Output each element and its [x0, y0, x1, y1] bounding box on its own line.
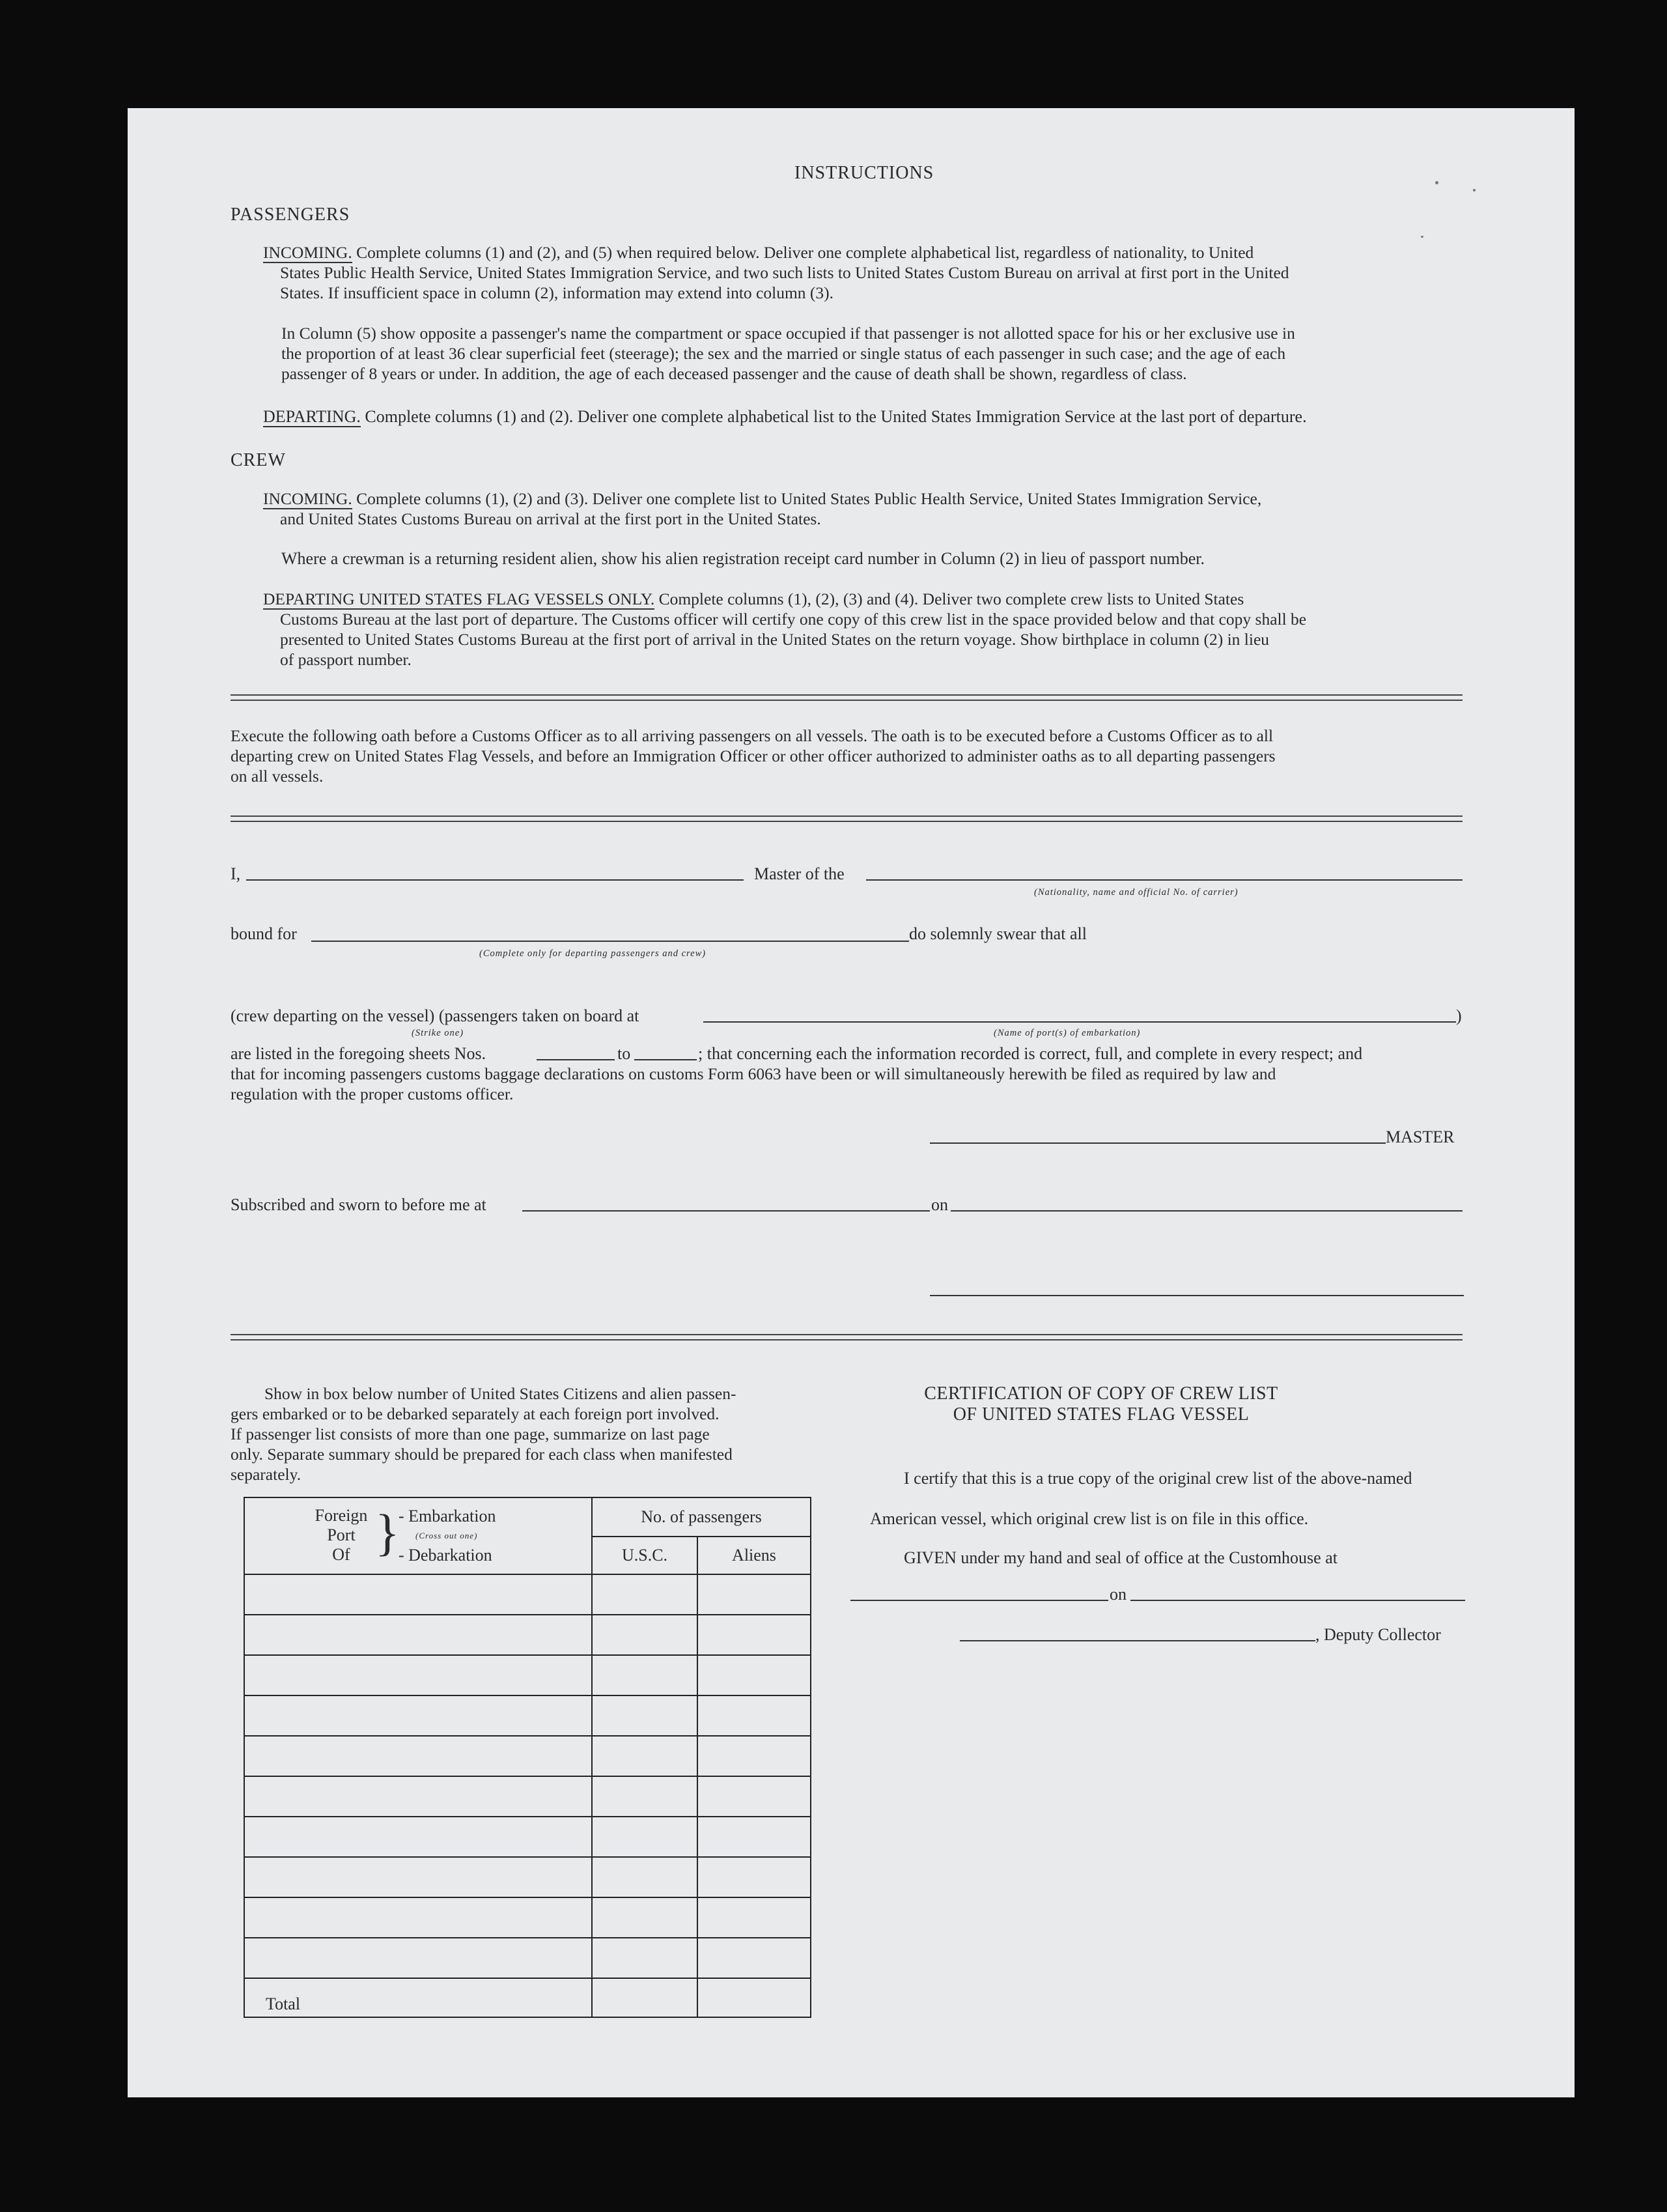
usc-cell[interactable] [592, 1695, 697, 1736]
double-rule-3 [231, 1334, 1463, 1340]
summary-intro-line-1: Show in box below number of United States Citizens and alien passen- [264, 1384, 736, 1403]
oath-instructions-line-1: Execute the following oath before a Customs Officer as to all arriving passengers on all vessels. The oath is to be executed before a Customs Officer as to all [231, 726, 1274, 745]
passengers-incoming-line-2: States Public Health Service, United States Immigration Service, and two such lists to United States Custom Bureau on arrival at first port in the United [280, 263, 1289, 282]
listed-to-label: to [617, 1044, 631, 1063]
crew-incoming-line-1: Complete columns (1), (2) and (3). Deliver one complete list to United States Public Health Service, United States Immigration Service, [356, 489, 1262, 508]
port-cell[interactable] [244, 1574, 592, 1615]
master-signature-line[interactable] [930, 1142, 1386, 1144]
ink-speck [1435, 181, 1438, 184]
summary-row [244, 1655, 811, 1695]
summary-row [244, 1897, 811, 1938]
oath-instructions-line-3: on all vessels. [231, 767, 324, 786]
certification-title-line-1: CERTIFICATION OF COPY OF CREW LIST [924, 1383, 1278, 1404]
port-cell[interactable] [244, 1938, 592, 1978]
aliens-cell[interactable] [697, 1938, 811, 1978]
form-page [128, 108, 1575, 2097]
listed-line-end: ; that concerning each the information recorded is correct, full, and complete in every respect; and [698, 1044, 1363, 1063]
port-cell[interactable] [244, 1776, 592, 1817]
aliens-cell[interactable] [697, 1574, 811, 1615]
aliens-cell[interactable] [697, 1655, 811, 1695]
deputy-signature-line[interactable] [960, 1640, 1315, 1641]
ink-speck [1421, 236, 1423, 238]
summary-intro-line-3: If passenger list consists of more than one page, summarize on last page [231, 1425, 710, 1443]
certify-line-2: American vessel, which original crew list is on file in this office. [870, 1509, 1309, 1528]
aliens-header: Aliens [697, 1537, 811, 1574]
close-paren: ) [1456, 1006, 1462, 1025]
crew-departing-line-3: presented to United States Customs Bureau at the first port of arrival in the United States on the return voyage. Show birthplace in column (2) in lieu [280, 630, 1270, 649]
passenger-summary-table [244, 1497, 811, 2018]
section-heading-crew: CREW [231, 450, 286, 470]
summary-row [244, 1938, 811, 1978]
embarkation-label: - Embarkation [399, 1507, 496, 1525]
oath-line-3: regulation with the proper customs officer. [231, 1085, 514, 1103]
aliens-cell[interactable] [697, 1615, 811, 1655]
subscribed-place-line[interactable] [522, 1210, 930, 1212]
bound-for-label: bound for [231, 924, 297, 943]
crew-incoming-line-2: and United States Customs Bureau on arrival at the first port in the United States. [280, 509, 821, 528]
total-label: Total [244, 1978, 592, 2017]
col-of-label: Of [332, 1545, 350, 1564]
cross-out-caption: (Cross out one) [415, 1531, 478, 1540]
summary-row [244, 1695, 811, 1736]
summary-intro-line-4: only. Separate summary should be prepared for each class when manifested [231, 1445, 733, 1464]
listed-line-start: are listed in the foregoing sheets Nos. [231, 1044, 486, 1063]
summary-intro-line-2: gers embarked or to be debarked separately at each foreign port involved. [231, 1404, 720, 1423]
nationality-caption: (Nationality, name and official No. of carrier) [1034, 887, 1239, 898]
aliens-cell[interactable] [697, 1695, 811, 1736]
master-label: MASTER [1386, 1127, 1455, 1146]
col-port-label: Port [327, 1525, 356, 1544]
no-passengers-header: No. of passengers [592, 1497, 811, 1537]
master-of-label: Master of the [754, 864, 845, 883]
summary-intro [231, 1383, 807, 1484]
embarkation-port-line[interactable] [703, 1021, 1456, 1023]
port-cell[interactable] [244, 1817, 592, 1857]
certification-date-line[interactable] [1130, 1600, 1465, 1601]
crew-departing-line-1: Complete columns (1), (2), (3) and (4). Deliver two complete crew lists to United States [658, 589, 1244, 608]
port-caption: (Name of port(s) of embarkation) [994, 1028, 1141, 1038]
column5-line-3: passenger of 8 years or under. In addition, the age of each deceased passenger and the cause of death shall be shown, regardless of class. [281, 364, 1187, 383]
officer-signature-line[interactable] [930, 1295, 1464, 1296]
passengers-departing-block [263, 406, 1307, 427]
section-heading-passengers: PASSENGERS [231, 205, 350, 225]
bound-for-line[interactable] [311, 941, 909, 942]
certify-line-3: GIVEN under my hand and seal of office at the Customhouse at [904, 1548, 1338, 1567]
certification-title-line-2: OF UNITED STATES FLAG VESSEL [953, 1404, 1250, 1425]
summary-row [244, 1574, 811, 1615]
aliens-cell[interactable] [697, 1736, 811, 1776]
crew-departing-line-2: Customs Bureau at the last port of departure. The Customs officer will certify one copy of this crew list in the space provided below and that copy shall be [280, 610, 1307, 629]
certify-line-1: I certify that this is a true copy of the original crew list of the above-named [904, 1469, 1412, 1488]
debarkation-label: - Debarkation [399, 1546, 492, 1565]
aliens-cell[interactable] [697, 1817, 811, 1857]
usc-cell[interactable] [592, 1776, 697, 1817]
usc-cell[interactable] [592, 1736, 697, 1776]
port-cell[interactable] [244, 1897, 592, 1938]
aliens-cell[interactable] [697, 1857, 811, 1897]
port-cell[interactable] [244, 1736, 592, 1776]
passengers-incoming-line-1: Complete columns (1) and (2), and (5) when required below. Deliver one complete alphabetical list, regardless of nationality, to United [356, 243, 1254, 262]
oath-i-label: I, [231, 864, 241, 883]
oath-line-2: that for incoming passengers customs baggage declarations on customs Form 6063 have been or will simultaneously herewith be filed as required by law and [231, 1064, 1276, 1083]
carrier-line[interactable] [866, 879, 1463, 881]
deputy-collector-label: , Deputy Collector [1315, 1625, 1441, 1644]
port-cell[interactable] [244, 1695, 592, 1736]
sheet-to-line[interactable] [634, 1059, 697, 1060]
col-foreign-label: Foreign [315, 1506, 368, 1525]
swear-text: do solemnly swear that all [909, 924, 1087, 943]
total-usc-cell[interactable] [592, 1978, 697, 2017]
usc-cell[interactable] [592, 1938, 697, 1978]
usc-cell[interactable] [592, 1655, 697, 1695]
double-rule-1 [231, 694, 1463, 701]
ink-speck [1473, 189, 1476, 191]
page-title: INSTRUCTIONS [794, 163, 934, 183]
port-cell[interactable] [244, 1655, 592, 1695]
summary-row [244, 1615, 811, 1655]
passengers-departing-label: DEPARTING. [263, 407, 361, 426]
column5-line-2: the proportion of at least 36 clear superficial feet (steerage); the sex and the married or single status of each passenger in such case; and the age of each [281, 344, 1286, 363]
usc-cell[interactable] [592, 1857, 697, 1897]
passengers-incoming-label: INCOMING. [263, 243, 352, 262]
certification-on-label: on [1110, 1585, 1127, 1604]
passengers-incoming-line-3: States. If insufficient space in column (2), information may extend into column (3). [280, 283, 834, 302]
oath-instructions-line-2: departing crew on United States Flag Vessels, and before an Immigration Officer or other officer authorized to administer oaths as to all departing passengers [231, 746, 1276, 765]
subscribed-on-label: on [931, 1195, 948, 1214]
master-name-line[interactable] [246, 879, 744, 881]
port-cell[interactable] [244, 1857, 592, 1897]
oath-instructions [231, 726, 1463, 786]
summary-intro-line-5: separately. [231, 1465, 301, 1484]
crew-resident-note: Where a crewman is a returning resident alien, show his alien registration receipt card number in Column (2) in lieu of passport number. [281, 549, 1205, 568]
oath-continuation [231, 1064, 1463, 1104]
summary-row [244, 1776, 811, 1817]
column5-block [281, 323, 1463, 384]
column5-line-1: In Column (5) show opposite a passenger's name the compartment or space occupied if that passenger is not allotted space for his or her exclusive use in [281, 324, 1295, 343]
passengers-incoming-block [263, 242, 1463, 303]
usc-header: U.S.C. [592, 1537, 697, 1574]
usc-cell[interactable] [592, 1897, 697, 1938]
summary-row [244, 1736, 811, 1776]
crew-incoming-block [263, 489, 1463, 529]
usc-cell[interactable] [592, 1574, 697, 1615]
subscribed-label: Subscribed and sworn to before me at [231, 1195, 486, 1214]
crew-departing-line-4: of passport number. [280, 650, 412, 669]
passengers-departing-text: Complete columns (1) and (2). Deliver one complete alphabetical list to the United States Immigration Service at the last port of departure. [365, 407, 1307, 426]
summary-row [244, 1857, 811, 1897]
crew-departing-block [263, 589, 1463, 670]
usc-cell[interactable] [592, 1615, 697, 1655]
subscribed-date-line[interactable] [951, 1210, 1463, 1212]
strike-caption: (Strike one) [412, 1028, 464, 1038]
usc-cell[interactable] [592, 1817, 697, 1857]
crew-incoming-label: INCOMING. [263, 489, 352, 508]
port-header-cell [244, 1497, 592, 1574]
summary-row [244, 1817, 811, 1857]
aliens-cell[interactable] [697, 1776, 811, 1817]
bound-caption: (Complete only for departing passengers and crew) [479, 948, 707, 959]
brace-icon: } [375, 1504, 400, 1561]
crew-departing-label: DEPARTING UNITED STATES FLAG VESSELS ONLY. [263, 589, 655, 608]
double-rule-2 [231, 815, 1463, 822]
port-cell[interactable] [244, 1615, 592, 1655]
aliens-cell[interactable] [697, 1897, 811, 1938]
crew-departing-text: (crew departing on the vessel) (passengers taken on board at [231, 1006, 639, 1025]
sheet-from-line[interactable] [537, 1059, 615, 1060]
customhouse-place-line[interactable] [850, 1600, 1108, 1601]
certification-title [831, 1383, 1371, 1425]
total-aliens-cell[interactable] [697, 1978, 811, 2017]
